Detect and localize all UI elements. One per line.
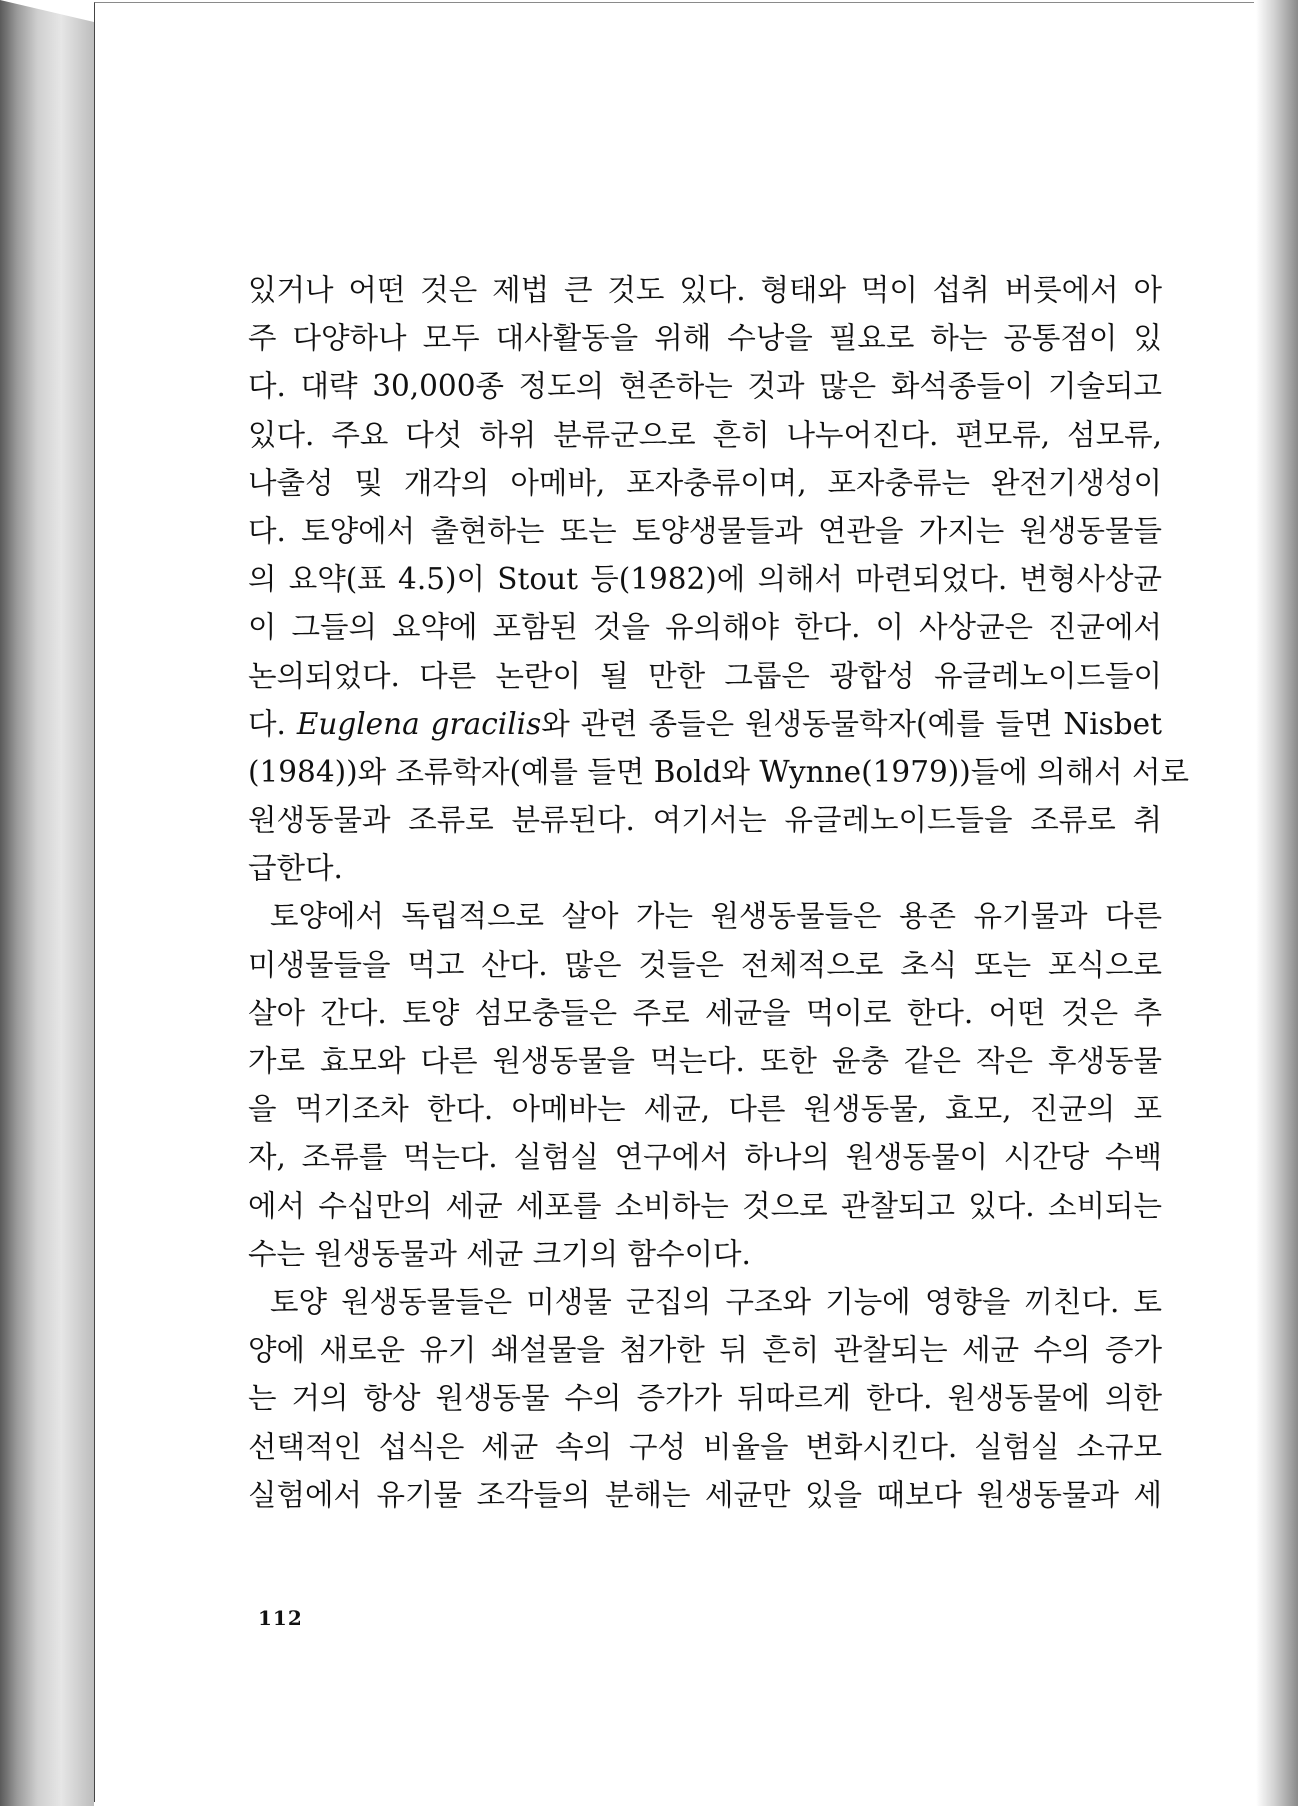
text-line: (1984))와 조류학자(예를 들면 Bold와 Wynne(1979))들에 의해서 서로 xyxy=(248,754,1189,789)
page-edge-shadow xyxy=(1256,0,1298,1806)
text-line-with-species-name xyxy=(248,700,1162,748)
text-line: 있거나 어떤 것은 제법 큰 것도 있다. 형태와 먹이 섭취 버릇에서 아 xyxy=(248,273,1162,307)
text-line: 다. 토양에서 출현하는 또는 토양생물들과 연관을 가지는 원생동물들 xyxy=(248,513,1162,548)
line-suffix: 와 관련 종들은 원생동물학자(예를 들면 Nisbet xyxy=(541,706,1162,741)
text-line: 원생동물과 조류로 분류된다. 여기서는 유글레노이드들을 조류로 취 xyxy=(248,803,1162,838)
text-line: 는 거의 항상 원생동물 수의 증가가 뒤따르게 한다. 원생동물에 의한 xyxy=(248,1381,1162,1416)
text-line: 급한다. xyxy=(248,851,343,886)
spine-corner xyxy=(0,0,94,22)
book-spine xyxy=(0,0,94,1806)
text-line: 선택적인 섭식은 세균 속의 구성 비율을 변화시킨다. 실험실 소규모 xyxy=(248,1429,1162,1464)
species-name: Euglena gracilis xyxy=(296,706,542,741)
text-line: 토양 원생동물들은 미생물 군집의 구조와 기능에 영향을 끼친다. 토 xyxy=(270,1284,1162,1319)
body-text xyxy=(248,266,1189,1519)
text-line: 나출성 및 개각의 아메바, 포자충류이며, 포자충류는 완전기생성이 xyxy=(248,465,1162,500)
text-line: 논의되었다. 다른 논란이 될 만한 그룹은 광합성 유글레노이드들이 xyxy=(248,658,1162,693)
text-line: 다. 대략 30,000종 정도의 현존하는 것과 많은 화석종들이 기술되고 xyxy=(248,369,1162,404)
text-line: 의 요약(표 4.5)이 Stout 등(1982)에 의해서 마련되었다. 변형사상균 xyxy=(248,562,1162,597)
text-line: 실험에서 유기물 조각들의 분해는 세균만 있을 때보다 원생동물과 세 xyxy=(248,1477,1162,1512)
text-line: 자, 조류를 먹는다. 실험실 연구에서 하나의 원생동물이 시간당 수백 xyxy=(248,1140,1162,1175)
text-line: 양에 새로운 유기 쇄설물을 첨가한 뒤 흔히 관찰되는 세균 수의 증가 xyxy=(248,1333,1162,1368)
text-line: 살아 간다. 토양 섬모충들은 주로 세균을 먹이로 한다. 어떤 것은 추 xyxy=(248,995,1162,1030)
text-line: 토양에서 독립적으로 살아 가는 원생동물들은 용존 유기물과 다른 xyxy=(270,899,1162,934)
page-number: 112 xyxy=(258,1606,303,1630)
text-line: 미생물들을 먹고 산다. 많은 것들은 전체적으로 초식 또는 포식으로 xyxy=(248,947,1162,982)
line-prefix: 다. xyxy=(248,706,297,741)
text-line: 에서 수십만의 세균 세포를 소비하는 것으로 관찰되고 있다. 소비되는 xyxy=(248,1188,1162,1223)
text-line: 을 먹기조차 한다. 아메바는 세균, 다른 원생동물, 효모, 진균의 포 xyxy=(248,1092,1162,1127)
text-line: 주 다양하나 모두 대사활동을 위해 수낭을 필요로 하는 공통점이 있 xyxy=(248,321,1162,356)
text-line: 있다. 주요 다섯 하위 분류군으로 흔히 나누어진다. 편모류, 섬모류, xyxy=(248,417,1162,452)
text-line: 수는 원생동물과 세균 크기의 함수이다. xyxy=(248,1236,751,1271)
text-line: 가로 효모와 다른 원생동물을 먹는다. 또한 윤충 같은 작은 후생동물 xyxy=(248,1044,1162,1078)
text-line: 이 그들의 요약에 포함된 것을 유의해야 한다. 이 사상균은 진균에서 xyxy=(248,610,1162,645)
